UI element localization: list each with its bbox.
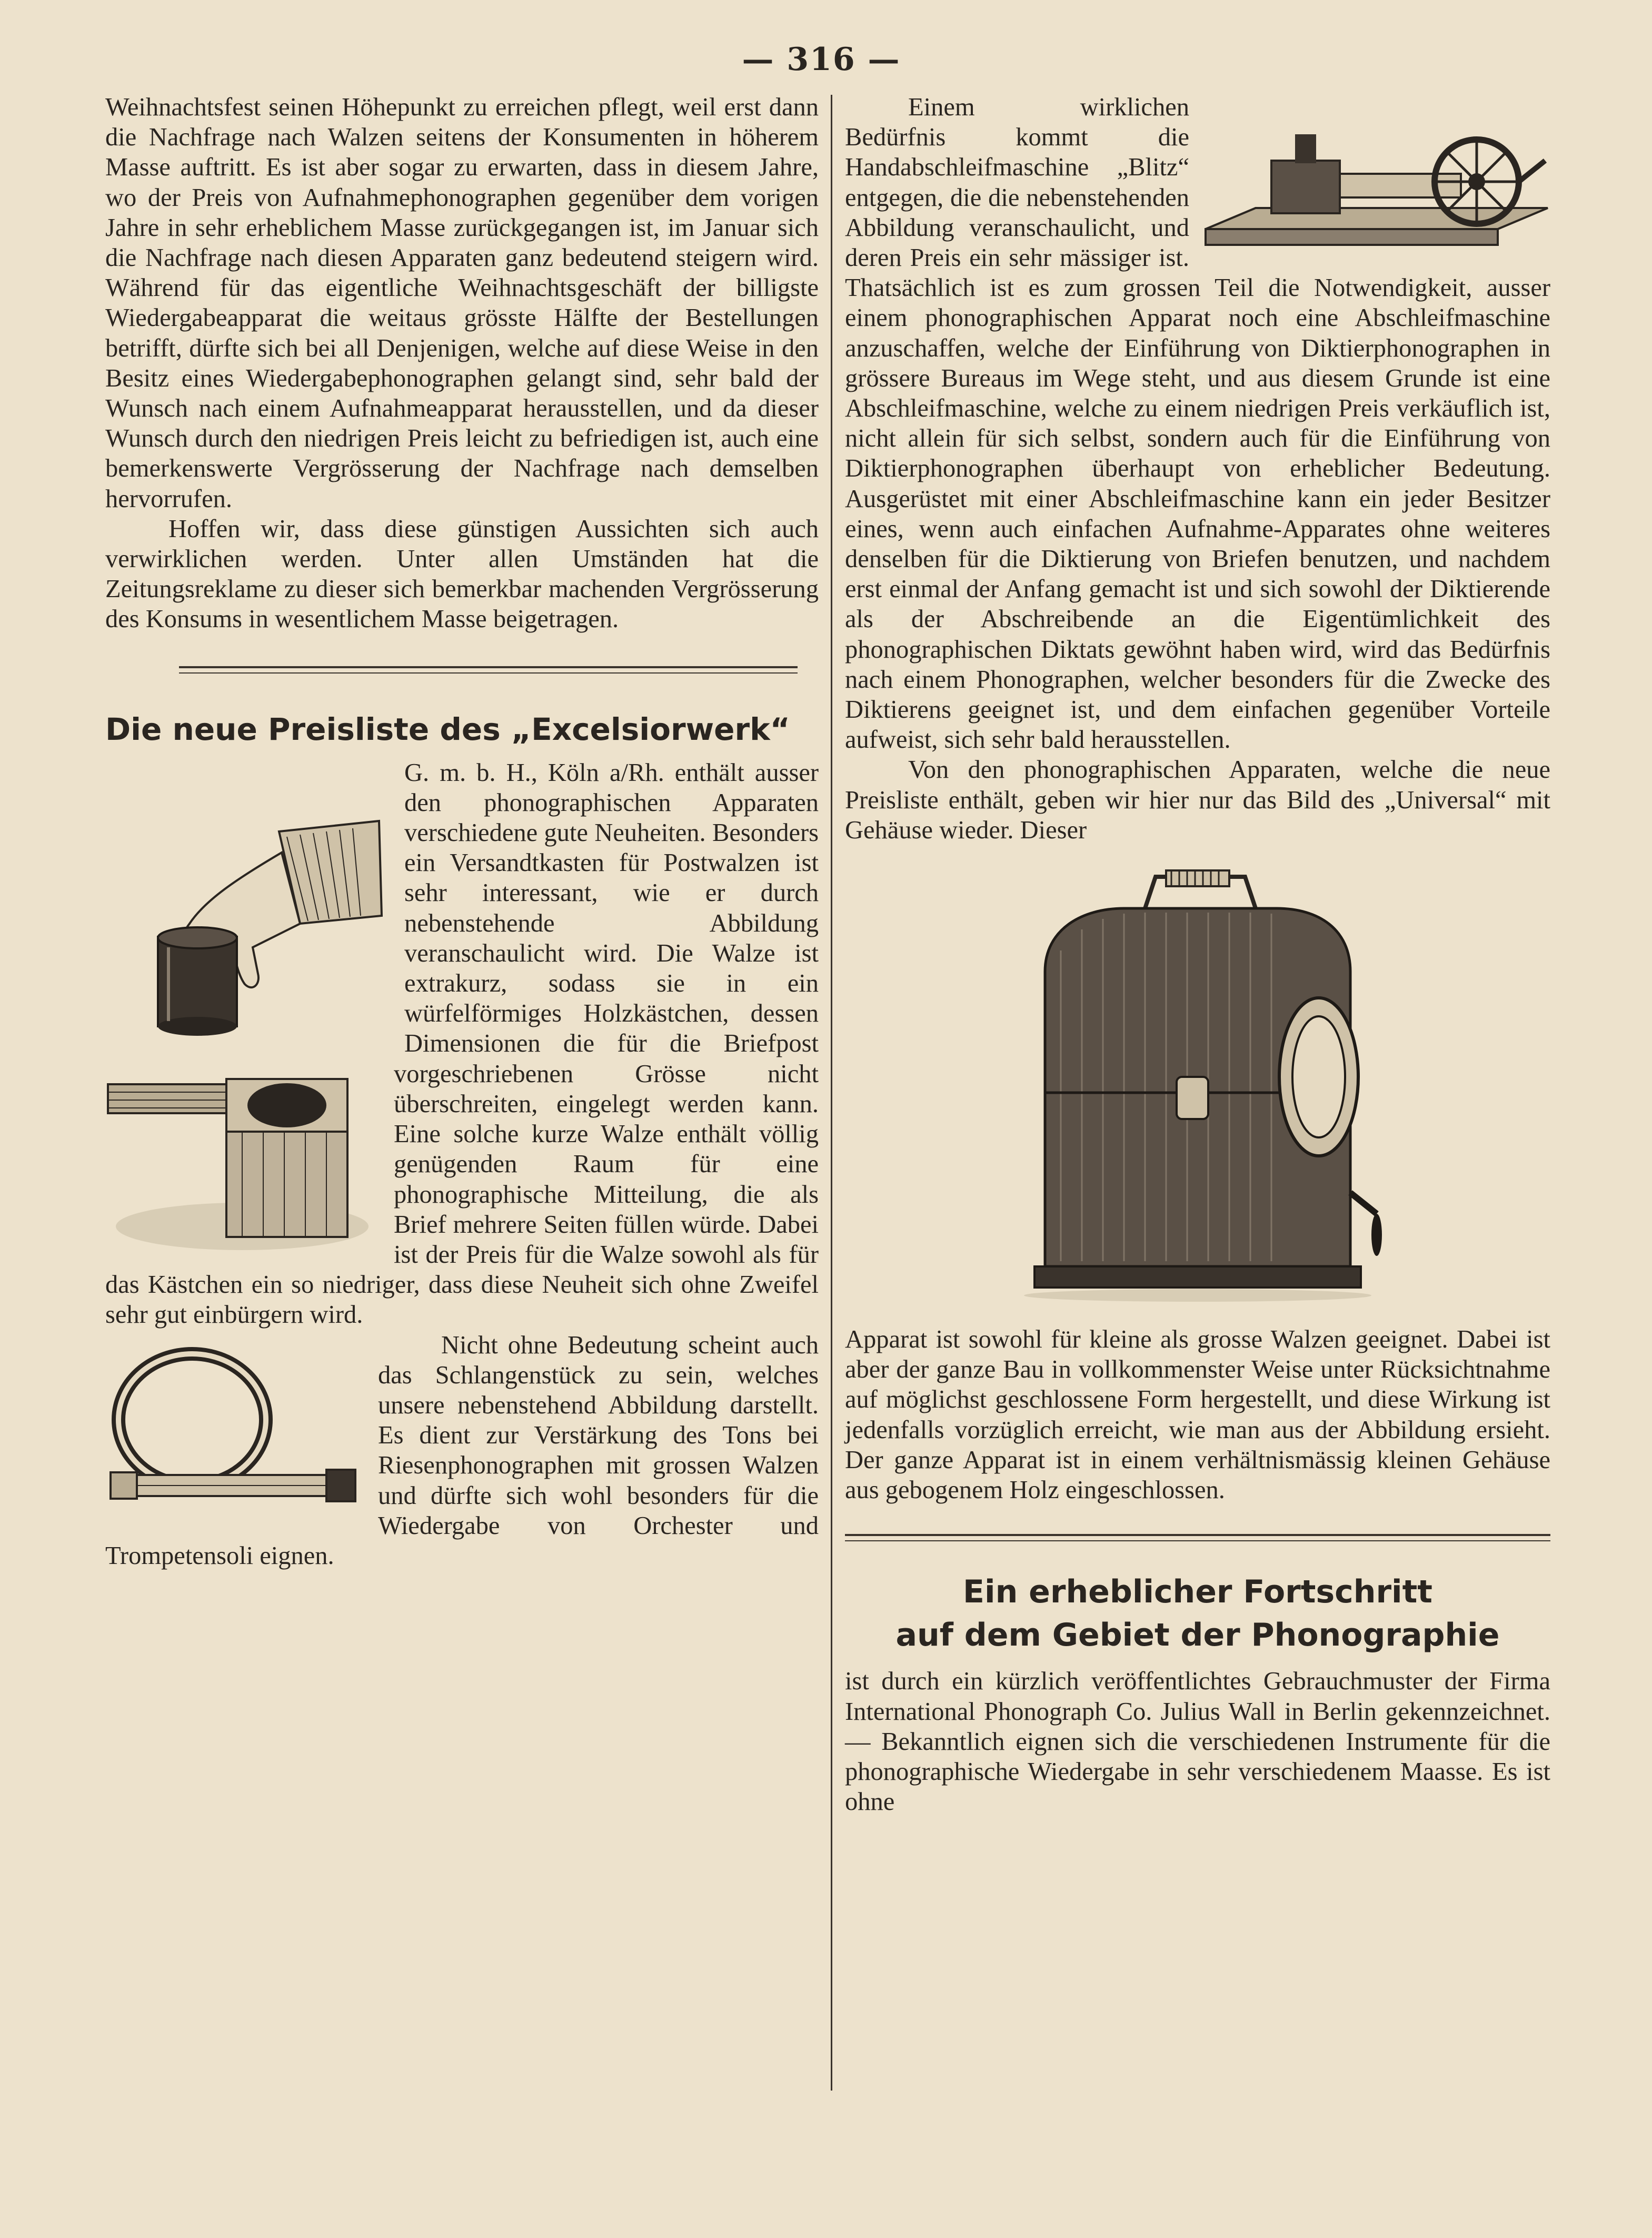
right-paragraph-3: Apparat ist sowohl für kleine als grosse Walzen geeignet. Dabei ist aber der ganze Bau in vollkommenster Weise unter Rücksichtnahme auf möglichst geschlossene Form hergestellt, und diese Wirkung ist jedenfalls vorzüglich erreicht, wie man aus der Abbildung ersieht. Der ganze Apparat ist in einem verhältnismässig kleinen Gehäuse aus gebogenem Holz eingeschlossen. (845, 1325, 1550, 1504)
right-paragraph-1: Einem wirklichen Bedürfnis kommt die Handabschleifmaschine „Blitz“ entgegen, die die nebenstehenden Abbildung veranschaulicht, und deren Preis ein sehr mässiger ist. Thatsächlich ist es zum grossen Teil die Notwendigkeit, ausser einem phonographischen Apparat noch eine Abschleifmaschine anzuschaffen, welche der Einführung von Diktierphonographen in grössere Bureaus im Wege steht, und aus diesem Grunde ist eine Abschleifmaschine, welche zu einem niedrigen Preis verkäuflich ist, nicht allein für sich selbst, sondern auch für die Einführung von Diktierphonographen überhaupt von erheblicher Bedeutung. Ausgerüstet mit einer Abschleifmaschine kann ein jeder Besitzer eines, wenn auch einfachen Aufnahme-Apparates ohne weiteres denselben für die Diktierung von Briefen benutzen, und nachdem erst einmal der Anfang gemacht ist und sich sowohl der Diktierende als der Abschreibende an die Eigentümlichkeit des phonographischen Diktats gewöhnt haben wird, wird das Bedürfnis nach einem Phonographen, welcher besonders für die Zwecke des Diktierens geeignet ist, und dem einfachen gegenüber Vorteile aufweist, sich sehr bald herausstellen. (845, 93, 1550, 754)
left-column (105, 92, 819, 1571)
left-paragraph-3: G. m. b. H., Köln a/Rh. enthält ausser den phonographischen Apparaten verschiedene gute Neuheiten. Besonders ein Versandtkasten für Postwalzen ist sehr interessant, wie er durch nebenstehende Abbildung veranschaulicht wird. Die Walze ist extrakurz, sodass sie in ein würfelförmiges Holzkästchen, dessen Dimensionen die für die Briefpost vorgeschriebenen Grösse nicht überschreiten, eingelegt werden kann. Eine solche kurze Walze enthält völlig genügenden Raum für eine phonographische Mitteilung, die als Brief mehrere Seiten füllen würde. Dabei ist der Preis für die Walze sowohl als für das Kästchen ein so niedriger, dass diese Neuheit sich ohne Zweifel sehr gut einbürgern wird. (105, 758, 819, 1329)
coiled-horn-icon (105, 1341, 363, 1514)
mailing-box-icon (105, 1063, 379, 1258)
universal-phonograph-icon (1013, 866, 1382, 1303)
page-number: — 316 — (742, 41, 901, 78)
section-separator-right (845, 1534, 1550, 1541)
mailing-box-figure (105, 1063, 379, 1258)
grinding-machine-icon (1203, 124, 1550, 261)
left-paragraph-2: Hoffen wir, dass diese günstigen Aussichten sich auch verwirklichen werden. Unter allen Umständen hat die Zeitungsreklame zu dieser sich bemerkbar machenden Vergrösserung des Konsums in wesentlichem Masse beigetragen. (105, 514, 819, 633)
right-paragraph-4: ist durch ein kürzlich veröffentlichtes Gebrauchmuster der Firma International Phonograph Co. Julius Wall in Berlin gekennzeichnet. — Bekanntlich eignen sich die verschiedenen Instrumente für die phonographische Wiedergabe in sehr verschiedenem Maasse. Es ist ohne (845, 1667, 1550, 1816)
left-paragraph-4: Nicht ohne Bedeutung scheint auch das Schlangenstück zu sein, welches unsere nebenstehend Abbildung darstellt. Es dient zur Verstärkung des Tons bei Riesenphonographen mit grossen Walzen und dürfte sich wohl besonders für die Wiedergabe von Orchester und Trompetensoli eignen. (105, 1331, 819, 1570)
grinding-machine-figure (1203, 124, 1550, 261)
column-divider (831, 95, 832, 2091)
right-paragraph-2: Von den phonographischen Apparaten, welche die neue Preisliste enthält, geben wir hier nur das Bild des „Universal“ mit Gehäuse wieder. Dieser (845, 756, 1550, 844)
hand-cylinder-figure (105, 816, 390, 1042)
right-column (845, 92, 1550, 1817)
hand-cylinder-icon (105, 816, 390, 1042)
universal-phonograph-figure (845, 866, 1550, 1303)
heading-line-2: auf dem Gebiet der Phonographie (895, 1617, 1500, 1654)
left-paragraph-1: Weihnachtsfest seinen Höhepunkt zu erreichen pflegt, weil erst dann die Nachfrage nach Walzen seitens der Konsumenten in höherem Masse auftritt. Es ist aber sogar zu erwarten, dass in diesem Jahre, wo der Preis von Aufnahmephonographen gegenüber dem vorigen Jahre in sehr erheblichem Masse zurückgegangen ist, im Januar sich die Nachfrage nach diesen Apparaten ganz bedeutend steigern wird. Während für das eigentliche Weihnachtsgeschäft der billigste Wiedergabeapparat die weitaus grösste Hälfte der Bestellungen betrifft, dürfte sich bei all Denjenigen, welche auf diese Weise in den Besitz eines Wiedergabephonographen gelangt sind, sehr bald der Wunsch nach einem Aufnahmeapparat herausstellen, und da dieser Wunsch durch den niedrigen Preis leicht zu befriedigen ist, auch eine bemerkenswerte Vergrösserung der Nachfrage nach demselben hervorrufen. (105, 93, 819, 513)
coiled-horn-figure (105, 1341, 363, 1514)
section-separator (179, 666, 798, 674)
section-heading-fortschritt (845, 1570, 1550, 1657)
heading-line-1: Ein erheblicher Fortschritt (963, 1573, 1432, 1611)
section-heading-excelsior: Die neue Preisliste des „Excelsiorwerk“ (105, 711, 790, 747)
